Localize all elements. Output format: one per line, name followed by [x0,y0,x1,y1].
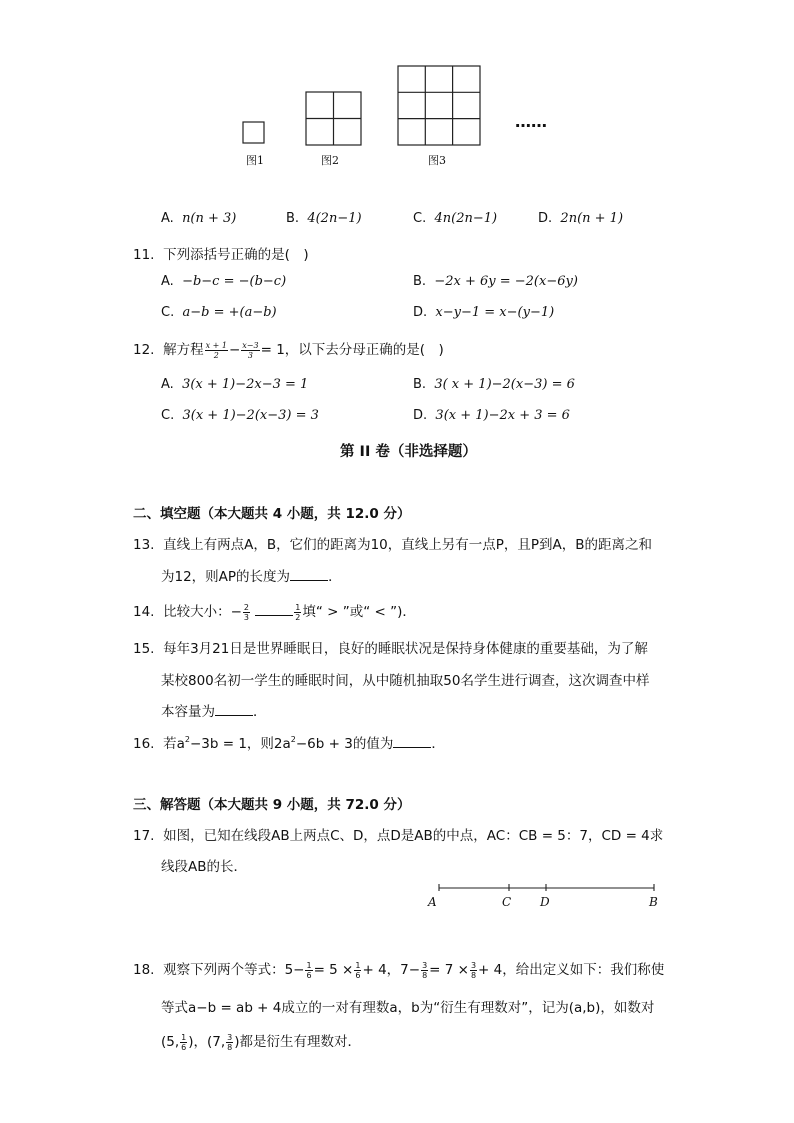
section-3-heading: 三、解答题（本大题共 9 小题，共 72.0 分） [133,797,411,813]
part-2-title: 第 II 卷（非选择题） [340,444,477,460]
q10-option-b: B. 4(2n−1) [286,211,362,226]
point-label-c: C [502,895,512,909]
q12-option-d: D. 3(x + 1)−2x + 3 = 6 [413,408,570,423]
q11-option-d: D. x−y−1 = x−(y−1) [413,305,555,320]
figure-1-square [243,122,264,143]
figure-ellipsis: …… [515,112,547,131]
q11-stem: 11. 下列添括号正确的是( ) [133,247,309,263]
q14-fraction-1: $\frac{2}{3}$ [243,602,249,622]
q15-line-2: 某校800名初一学生的睡眠时间，从中随机抽取50名学生进行调查，这次调查中样 [161,673,650,689]
q18-fraction-1-6: $\frac{1}{6}$ [306,960,312,980]
q12-fraction-1: $\frac{x + 1}{2}$ [205,340,227,360]
point-label-b: B [649,895,658,909]
figure-caption-2: 图2 [321,154,339,167]
q17-line-2: 线段AB的长． [161,859,247,875]
q16-line: 16. 若$a^2-3b = 1$，则$2a^2-6b + 3$的值为 ． [133,735,445,752]
q18-fraction-1-6-b: $\frac{1}{6}$ [355,960,361,980]
q18-fraction-3-8: $\frac{3}{8}$ [422,960,428,980]
q11-option-b: B. −2x + 6y = −2(x−6y) [413,274,578,289]
q11-option-c: C. a−b = +(a−b) [161,305,277,320]
q15-line-3: 本容量为 ． [161,704,267,720]
point-label-d: D [540,895,550,909]
figure-2-grid [306,92,361,145]
q12-option-c: C. 3(x + 1)−2(x−3) = 3 [161,408,319,423]
q17-line-1: 17. 如图，已知在线段AB上两点C、D，点D是AB的中点，AC：CB = 5：7，CD = 4求 [133,828,664,844]
q15-line-1: 15. 每年3月21日是世界睡眠日，良好的睡眠状况是保持身体健康的重要基础，为了解 [133,641,648,657]
q18-pair-fraction-1: $\frac{1}{6}$ [181,1032,187,1052]
section-2-heading: 二、填空题（本大题共 4 小题，共 12.0 分） [133,506,411,522]
q10-option-a: A. n(n + 3) [161,211,237,226]
q12-option-a: A. 3(x + 1)−2x−3 = 1 [161,377,309,392]
q16-answer-blank[interactable] [393,735,431,748]
segment-ab-figure [430,880,660,894]
q14-answer-blank[interactable] [255,603,293,616]
q18-line-1: 18. 观察下列两个等式：5− $\frac{1}{6}$ = 5 × $\frac{1}{6}$ + 4，7− $\frac{3}{8}$ = 7 × $\frac{3}{8}$ + 4，给出定义如下：我们称使 [133,960,665,980]
q10-option-d: D. 2n(n + 1) [538,211,624,226]
q10-option-c: C. 4n(2n−1) [413,211,498,226]
figure-caption-3: 图3 [428,154,446,167]
q14-fraction-2: $\frac{1}{2}$ [295,602,301,622]
figure-caption-1: 图1 [246,154,264,167]
figure-3-grid [398,66,480,145]
point-label-a: A [428,895,437,909]
q14-line: 14. 比较大小：− $\frac{2}{3}$ $\frac{1}{2}$ 填“ > ”或“ < ”)． [133,602,416,622]
q12-option-b: B. 3( x + 1)−2(x−3) = 6 [413,377,575,392]
q18-fraction-3-8-b: $\frac{3}{8}$ [470,960,477,980]
q12-fraction-2: $\frac{x-3}{3}$ [242,340,259,360]
q18-line-3: (5, $\frac{1}{6}$ )，(7, $\frac{3}{8}$ )都是衍生有理数对． [161,1032,362,1052]
q18-pair-fraction-2: $\frac{3}{8}$ [227,1032,233,1052]
q13-line-1: 13. 直线上有两点A，B，它们的距离为10，直线上另有一点P，且P到A，B的距离之和 [133,537,653,553]
q12-stem: 12. 解方程 $\frac{x + 1}{2}$ − $\frac{x-3}{3}$ = 1，以下去分母正确的是( ) [133,340,444,360]
q18-line-2: 等式a−b = ab + 4成立的一对有理数a，b为“衍生有理数对”，记为(a,b)，如数对 [161,1000,655,1016]
q15-answer-blank[interactable] [215,703,253,716]
q13-answer-blank[interactable] [290,568,328,581]
q13-line-2: 为12，则AP的长度为 ． [161,569,342,585]
q11-option-a: A. −b−c = −(b−c) [161,274,287,289]
